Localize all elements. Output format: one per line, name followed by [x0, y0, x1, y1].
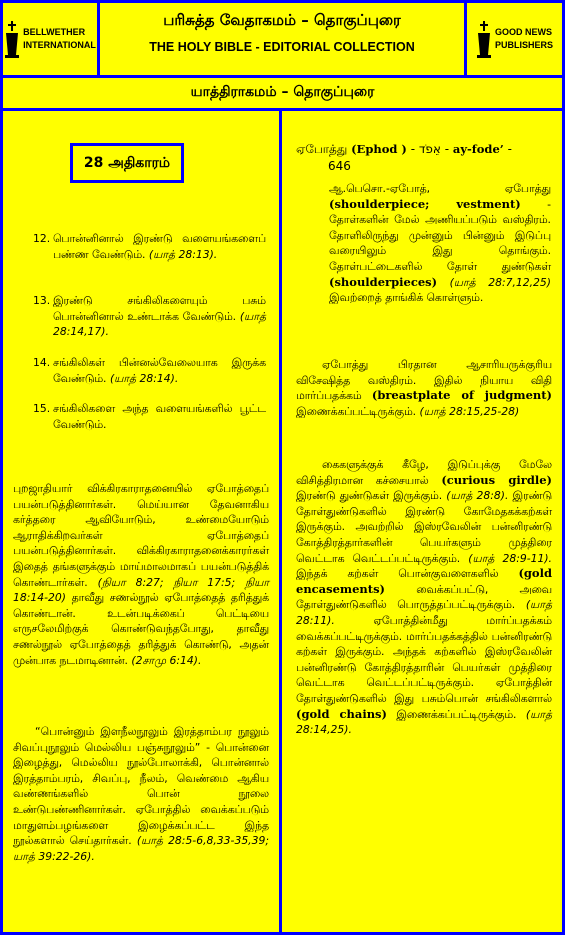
def-text: இவற்றைத் தாங்கிக் கொள்ளும். — [329, 291, 484, 305]
para-text: வைக்கப்பட்டு, அவை தோள்துண்டுகளில் பொருத்தப்பட்டிருக்கும். — [296, 582, 553, 612]
def-english: (shoulderpieces) — [329, 274, 438, 289]
para-text: இணைக்கப்பட்டிருக்கும். — [296, 404, 417, 418]
para-text: “பொன்னும் இளநீலநூலும் இரத்தாம்பர நூலும் சிவப்புநூலும் மெல்லிய பஞ்சுநூலும்” - பொன்னை இழைத்து, மெல்லிய நூல்போலாக்கி, பொன்னால் இரத்தாம்பரம், சிவப்பு, நீலம், வெண்மை ஆகிய வண்ணங்களில் பொன் நூலை உண்டுபண்ணினார்கள். ஏபோத்தில் வைக்கப்படும் மாதுளம்பழங்களை இழைக்கப்பட்ட இந்த நூல்களால் செய்தார்கள். — [13, 725, 269, 848]
left-logo-line-2: INTERNATIONAL — [23, 40, 96, 50]
para-text: இரண்டு துண்டுகள் இருக்கும். — [296, 489, 443, 503]
paragraph-threads — [13, 724, 269, 864]
right-column — [282, 111, 562, 932]
strongs-number: 646 — [328, 159, 351, 173]
para-english: (gold encasements) — [296, 566, 552, 596]
list-item — [33, 355, 266, 401]
left-logo-box — [3, 3, 97, 75]
item-number: 15. — [33, 402, 51, 415]
def-english: (shoulderpiece; vestment) — [329, 196, 521, 211]
scripture-ref: (யாத் 28:8). — [446, 489, 509, 503]
item-text — [53, 401, 266, 432]
paragraph-high-priest — [296, 357, 552, 419]
item-number: 14. — [33, 356, 51, 369]
scripture-ref: (யாத் 28:9-11). — [468, 551, 552, 565]
para-english: (curious girdle) — [441, 472, 552, 487]
dictionary-definition — [329, 181, 551, 306]
dictionary-entry-head: ஏபோத்து (Ephod ) - אֵפֹד - ay-fode’ - 646 — [296, 141, 552, 175]
right-logo-text — [495, 26, 553, 52]
left-column — [3, 111, 279, 932]
def-text: ஆ.பெசொ.-ஏபோத், ஏபோத்து — [329, 182, 551, 195]
paragraph-ephod-use — [13, 481, 269, 668]
list-item — [33, 231, 266, 293]
entry-english: (Ephod ) — [351, 142, 407, 156]
para-text: ஏபோத்து பிரதான ஆசாரியருக்குரிய விசேஷித்த வஸ்திரம். இதில் நியாய விதி மார்ப்பதக்கம் — [296, 358, 552, 403]
entry-translit: ay-fode’ — [452, 142, 504, 156]
scripture-ref: (யாத் 28:5-6,8,33-35,39; யாத் 39:22-26). — [13, 834, 269, 863]
scripture-ref: (யாத் 28:7,12,25) — [449, 275, 551, 289]
para-text: புறஜாதியார் விக்கிரகாராதனையில் ஏபோத்தைப் பயன்படுத்தினார்கள். மெய்யான தேவனாகிய கர்த்தரை ஆவியோடும், உண்மையோடும் ஆராதிக்கிறவர்கள் ஏபோத்தைப் பயன்படுத்தினார்கள். விக்கிரகாராதனைக்காரர்கள் இதைத் தங்களுக்கும் மாய்மாலமாகப் பயன்படுத்திக் கொண்டார்கள். — [13, 482, 269, 589]
bible-logo-icon — [476, 19, 492, 59]
para-text: இரண்டு தோள்துண்டுகளில் இரண்டு கோமேதகக்கற்கள் இருக்கும். அவற்றில் இஸ்ரவேலின் பன்னிரண்டு கோத்திரத்தார்களின் பெயர்களும் முத்திரை வெட்டாக வெட்டப்பட்டிருக்கும். — [296, 489, 553, 565]
item-text — [53, 355, 266, 401]
item-body: சங்கிலிகள் பின்னல்வேலையாக இருக்க வேண்டும். — [53, 356, 266, 385]
paragraph-girdle-stones — [296, 457, 552, 738]
item-body: பொன்னினால் இரண்டு வளையங்களைப் பண்ண வேண்டும். — [53, 232, 266, 261]
right-logo-line-2: PUBLISHERS — [494, 40, 553, 50]
para-text: இணைக்கப்பட்டிருக்கும். — [396, 707, 517, 721]
def-text: - தோள்களின் மேல் அணியப்படும் வஸ்திரம். தோளிலிருந்து முன்னும் பின்னும் இடுப்பு வரையிலும் இது தொங்கும். தோள்பட்டைகளில் தோள் துண்டுகள் — [329, 197, 551, 273]
para-text: ஏபோத்தின்மீது மார்ப்பதக்கம் வைக்கப்பட்டிருக்கும். மார்ப்பதக்கத்தில் பன்னிரண்டு கற்கள் இருக்கும். அந்தக் கற்களில் இஸ்ரவேலின் பன்னிரண்டு கோத்திரத்தாரின் பெயர்கள் முத்திரை வெட்டாக வெட்டப்பட்டிருக்கும். ஏபோத்தின் தோள்துண்டுகளில் இது பசும்பொன் சங்கிலிகளால் — [296, 613, 553, 705]
para-text: தாவீது சணல்நூல் ஏபோத்தைத் தரித்துக் கொண்டான். உடன்படிக்கைப் பெட்டியை எருசலேமிற்குக் கொண்டுவந்தபோது, தாவீது சணல்நூல் ஏபோத்தைத் தரித்துக் கொண்டு, அதன் முன்பாக நடமாடினான். — [13, 591, 270, 667]
entry-tamil: ஏபோத்து — [296, 142, 348, 156]
scripture-ref: (யாத் 28:11). — [296, 598, 552, 627]
item-number: 12. — [33, 232, 51, 245]
chapter-box: 28 அதிகாரம் — [70, 143, 184, 183]
scripture-ref: (யாத் 28:14,25). — [296, 707, 553, 737]
para-english: (gold chains) — [296, 706, 387, 721]
scripture-ref: (நியா 8:27; நியா 17:5; நியா 18:14-20) — [13, 575, 269, 605]
bible-logo-icon — [4, 19, 20, 59]
para-text: இந்தக் கற்கள் பொன்குவளைகளில் — [296, 567, 499, 581]
item-body: இரண்டு சங்கிலிகளையும் பசும் பொன்னினால் உண்டாக்க வேண்டும். — [53, 294, 266, 323]
item-ref: (யாத் 28:14,17). — [53, 309, 266, 339]
tamil-title: பரிசுத்த வேதாகமம் – தொகுப்புரை — [163, 11, 401, 29]
header-title-box — [100, 3, 464, 75]
item-text — [53, 293, 266, 355]
scripture-ref: (2சாமு 6:14). — [131, 653, 202, 667]
left-logo-text — [23, 26, 96, 52]
list-item — [33, 293, 266, 355]
english-title: THE HOLY BIBLE - EDITORIAL COLLECTION — [149, 40, 415, 54]
item-number: 13. — [33, 294, 51, 307]
entry-hebrew: אֵפֹד — [418, 142, 441, 156]
right-logo-line-1: GOOD NEWS — [494, 27, 552, 37]
item-ref: (யாத் 28:14). — [109, 371, 179, 385]
right-logo-box — [467, 3, 562, 75]
scripture-ref: (யாத் 28:15,25-28) — [419, 404, 520, 418]
book-subheader: யாத்திராகமம் – தொகுப்புரை — [3, 78, 562, 108]
list-item — [33, 401, 266, 432]
para-english: (breastplate of judgment) — [371, 388, 552, 403]
para-text: கைகளுக்குக் கீழே, இடுப்புக்கு மேலே விசித்திரமான கச்சையால் — [296, 458, 552, 487]
item-body: சங்கிலிகளை அந்த வளையங்களில் பூட்ட வேண்டும். — [53, 402, 266, 431]
item-ref: (யாத் 28:13). — [148, 247, 218, 261]
item-text — [53, 231, 266, 293]
numbered-list — [33, 231, 266, 432]
left-logo-line-1: BELLWETHER — [23, 27, 86, 37]
